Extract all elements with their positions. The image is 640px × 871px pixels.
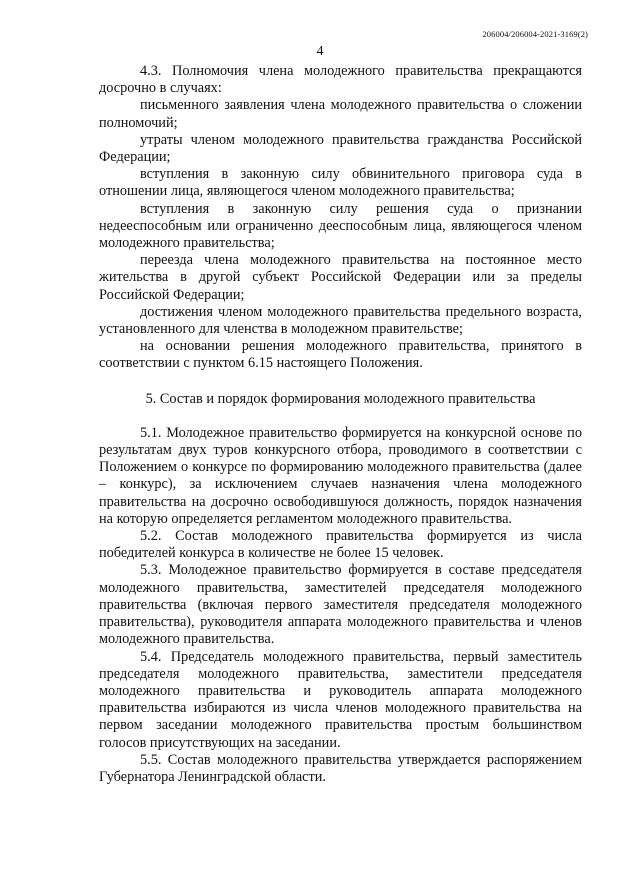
clause-4-3-item: утраты членом молодежного правительства гражданства Российской Федерации; xyxy=(99,131,582,166)
clause-5-2: 5.2. Состав молодежного правительства формируется из числа победителей конкурса в количестве не более 15 человек. xyxy=(99,528,582,562)
document-body xyxy=(99,63,582,786)
clause-4-3-item: вступления в законную силу решения суда о признании недееспособным или ограниченно дееспособным лица, являющегося членом молодежного правительства; xyxy=(99,200,582,252)
clause-5-1: 5.1. Молодежное правительство формируется на конкурсной основе по результатам двух туров конкурсного отбора, проводимого в соответствии с Положением о конкурсе по формированию молодежного правительства (далее – конкурс), за исключением случаев назначения члена молодежного правительства на досрочно освободившуюся должность, порядок назначения на которую определяется регламентом молодежного правительства. xyxy=(99,424,582,527)
clause-4-3-intro: 4.3. Полномочия члена молодежного правительства прекращаются досрочно в случаях: xyxy=(99,63,582,97)
page-number: 4 xyxy=(316,44,324,59)
clause-4-3-item: на основании решения молодежного правительства, принятого в соответствии с пунктом 6.15 настоящего Положения. xyxy=(99,338,582,372)
clause-4-3-item: письменного заявления члена молодежного правительства о сложении полномочий; xyxy=(99,97,582,131)
clause-5-5: 5.5. Состав молодежного правительства утверждается распоряжением Губернатора Ленинградской области. xyxy=(99,751,582,785)
clause-4-3-item: вступления в законную силу обвинительного приговора суда в отношении лица, являющегося членом молодежного правительства; xyxy=(99,166,582,200)
clause-4-3-item: переезда члена молодежного правительства на постоянное место жительства в другой субъект Российской Федерации или за пределы Российской Федерации; xyxy=(99,252,582,303)
clause-5-4: 5.4. Председатель молодежного правительства, первый заместитель председателя молодежного правительства, заместители председателя молодежного правительства и руководитель аппарата молодежного правительства избираются из числа членов молодежного правительства на первом заседании молодежного правительства простым большинством голосов присутствующих на заседании. xyxy=(99,648,582,751)
clause-5-3: 5.3. Молодежное правительство формируется в составе председателя молодежного правительства, заместителей председателя молодежного правительства (включая первого заместителя председателя молодежного правительства), руководителя аппарата молодежного правительства и членов молодежного правительства. xyxy=(99,562,582,648)
section-5-heading: 5. Состав и порядок формирования молодежного правительства xyxy=(145,390,536,407)
document-id: 206004/206004-2021-3169(2) xyxy=(482,29,588,39)
clause-4-3-item: достижения членом молодежного правительства предельного возраста, установленного для членства в молодежном правительстве; xyxy=(99,303,582,338)
